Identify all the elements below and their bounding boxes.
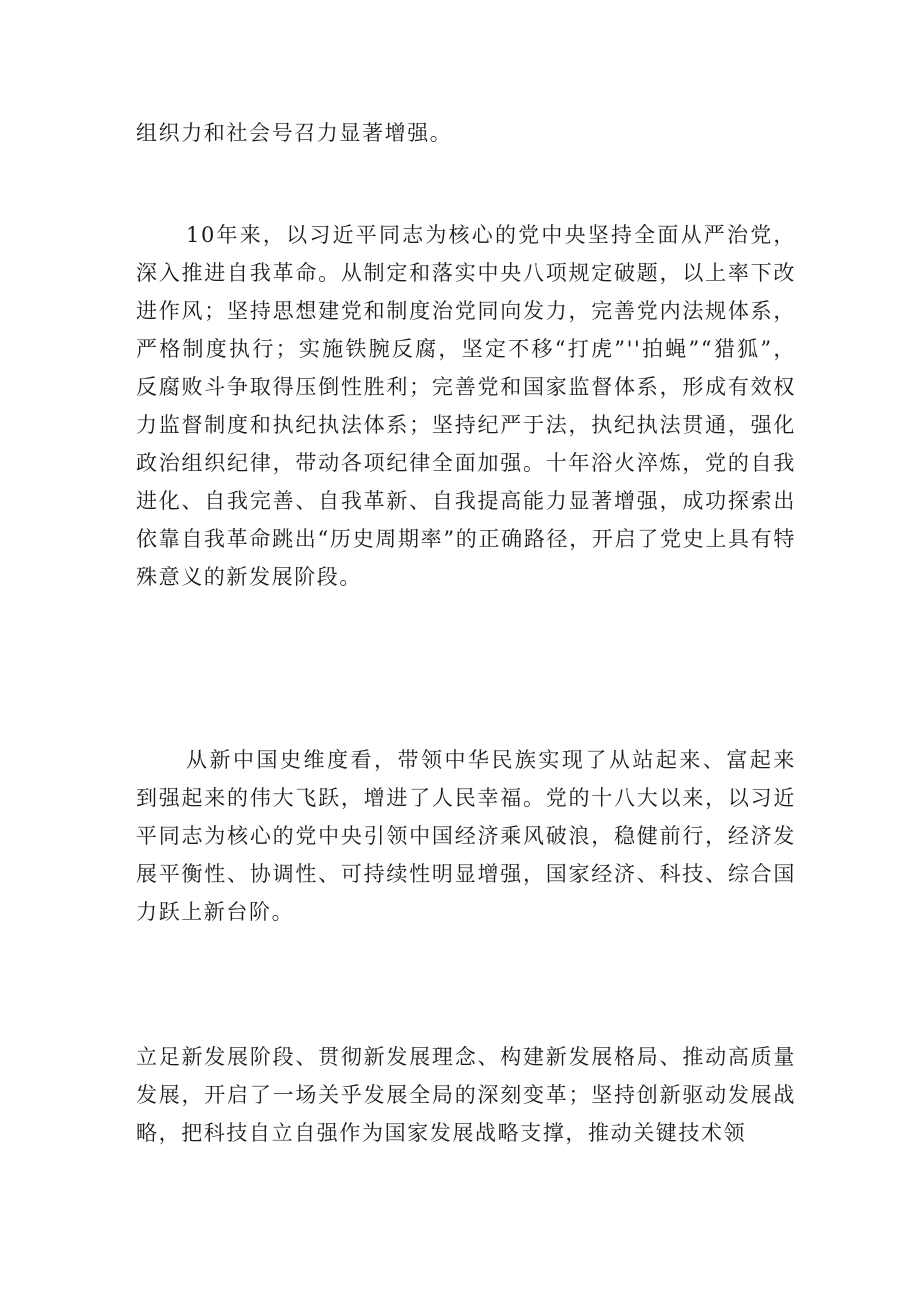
paragraph-new-development-stage: 立足新发展阶段、贯彻新发展理念、构建新发展格局、推动高质量发展，开启了一场关乎发展全局的深刻变革；坚持创新驱动发展战略，把科技自立自强作为国家发展战略支撑，推动关键技术领 [136, 1045, 796, 1145]
paragraph-continuation: 组织力和社会号召力显著增强。 [136, 121, 453, 145]
paragraph-new-china-history: 从新中国史维度看，带领中华民族实现了从站起来、富起来到强起来的伟大飞跃，增进了人民幸福。党的十八大以来，以习近平同志为核心的党中央引领中国经济乘风破浪，稳健前行，经济发展平衡性、协调性、可持续性明显增强，国家经济、科技、综合国力跃上新台阶。 [136, 748, 796, 924]
paragraph-self-revolution: 10年来，以习近平同志为核心的党中央坚持全面从严治党，深入推进自我革命。从制定和落实中央八项规定破题，以上率下改进作风；坚持思想建党和制度治党同向发力，完善党内法规体系，严格制度执行；实施铁腕反腐，坚定不移“打虎”''拍蝇”“猎狐”，反腐败斗争取得压倒性胜利；完善党和国家监督体系，形成有效权力监督制度和执纪执法体系；坚持纪严于法，执纪执法贯通，强化政治组织纪律，带动各项纪律全面加强。十年浴火淬炼，党的自我进化、自我完善、自我革新、自我提高能力显著增强，成功探索出依靠自我革命跳出“历史周期率”的正确路径，开启了党史上具有特殊意义的新发展阶段。 [136, 223, 796, 589]
